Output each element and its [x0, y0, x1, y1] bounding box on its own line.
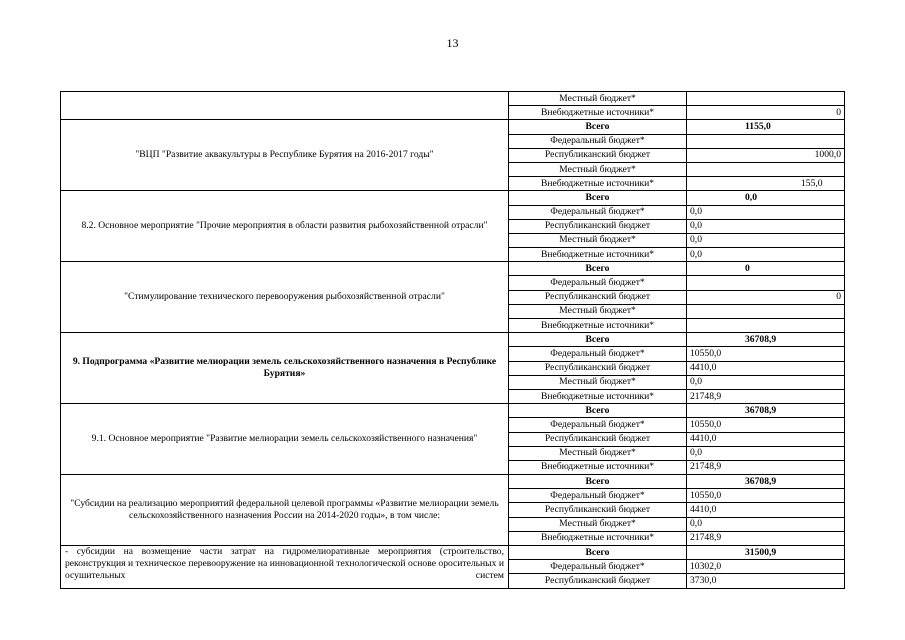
description-cell [61, 92, 509, 120]
value-republic: 1000,0 [687, 148, 845, 162]
source-local: Местный бюджет* [509, 92, 687, 106]
value-republic: 4410,0 [687, 361, 845, 375]
value-extra: 21748,9 [687, 389, 845, 403]
table-row [61, 262, 845, 276]
value-local: 0,0 [687, 375, 845, 389]
source-republic: Республиканский бюджет [509, 290, 687, 304]
source-federal: Федеральный бюджет* [509, 560, 687, 574]
source-federal: Федеральный бюджет* [509, 134, 687, 148]
value-local [687, 304, 845, 318]
value-local: 0,0 [687, 233, 845, 247]
value-extra: 21748,9 [687, 460, 845, 474]
source-total: Всего [509, 546, 687, 560]
source-total: Всего [509, 475, 687, 489]
table-row [61, 333, 845, 347]
source-federal: Федеральный бюджет* [509, 347, 687, 361]
table-row [61, 546, 845, 560]
source-local: Местный бюджет* [509, 446, 687, 460]
source-extra: Внебюджетные источники* [509, 106, 687, 120]
description-cell: "Стимулирование технического перевооружения рыбохозяйственной отрасли" [61, 262, 509, 333]
value-extra [687, 319, 845, 333]
value-extra: 0 [687, 106, 845, 120]
source-extra: Внебюджетные источники* [509, 389, 687, 403]
source-republic: Республиканский бюджет [509, 574, 687, 588]
source-extra: Внебюджетные источники* [509, 319, 687, 333]
description-cell: 8.2. Основное мероприятие "Прочие мероприятия в области развития рыбохозяйственной отрасли" [61, 191, 509, 262]
source-local: Местный бюджет* [509, 162, 687, 176]
source-republic: Республиканский бюджет [509, 219, 687, 233]
value-extra: 155,0 [687, 177, 845, 191]
source-extra: Внебюджетные источники* [509, 177, 687, 191]
source-total: Всего [509, 262, 687, 276]
value-local: 0,0 [687, 446, 845, 460]
value-total: 1155,0 [687, 120, 845, 134]
source-total: Всего [509, 191, 687, 205]
source-local: Местный бюджет* [509, 304, 687, 318]
description-cell: 9. Подпрограмма «Развитие мелиорации земель сельскохозяйственного назначения в Республике Бурятия» [61, 333, 509, 404]
value-extra: 0,0 [687, 248, 845, 262]
source-local: Местный бюджет* [509, 375, 687, 389]
source-extra: Внебюджетные источники* [509, 460, 687, 474]
source-local: Местный бюджет* [509, 233, 687, 247]
source-total: Всего [509, 333, 687, 347]
table-row [61, 92, 845, 106]
value-republic: 3730,0 [687, 574, 845, 588]
value-federal [687, 134, 845, 148]
value-total: 36708,9 [687, 333, 845, 347]
table-row [61, 404, 845, 418]
value-republic: 4410,0 [687, 503, 845, 517]
description-cell: "ВЦП "Развитие аквакультуры в Республике Бурятия на 2016-2017 годы" [61, 120, 509, 191]
value-local [687, 92, 845, 106]
source-republic: Республиканский бюджет [509, 432, 687, 446]
source-federal: Федеральный бюджет* [509, 276, 687, 290]
value-republic: 0,0 [687, 219, 845, 233]
table-row [61, 120, 845, 134]
value-total: 36708,9 [687, 404, 845, 418]
value-federal [687, 276, 845, 290]
value-federal: 10550,0 [687, 418, 845, 432]
table-row [61, 475, 845, 489]
value-republic: 0 [687, 290, 845, 304]
value-total: 36708,9 [687, 475, 845, 489]
value-total: 0 [687, 262, 845, 276]
value-federal: 10550,0 [687, 489, 845, 503]
value-local: 0,0 [687, 517, 845, 531]
source-local: Местный бюджет* [509, 517, 687, 531]
value-federal: 10302,0 [687, 560, 845, 574]
value-total: 31500,9 [687, 546, 845, 560]
description-cell: "Субсидии на реализацию мероприятий федеральной целевой программы «Развитие мелиорации земель сельскохозяйственного назначения России на 2014-2020 годы», в том числе: [61, 475, 509, 546]
source-republic: Республиканский бюджет [509, 148, 687, 162]
description-cell: 9.1. Основное мероприятие "Развитие мелиорации земель сельскохозяйственного назначения" [61, 404, 509, 475]
source-federal: Федеральный бюджет* [509, 418, 687, 432]
description-cell: - субсидии на возмещение части затрат на гидромелиоративные мероприятия (строительство, реконструкция и техническое перевооружение на инновационной технологической основе оросительных и осушительных систем [61, 546, 509, 589]
source-total: Всего [509, 404, 687, 418]
budget-table [60, 91, 845, 589]
source-federal: Федеральный бюджет* [509, 205, 687, 219]
source-total: Всего [509, 120, 687, 134]
source-federal: Федеральный бюджет* [509, 489, 687, 503]
source-extra: Внебюджетные источники* [509, 531, 687, 545]
page-number: 13 [446, 36, 459, 50]
value-federal: 0,0 [687, 205, 845, 219]
source-republic: Республиканский бюджет [509, 361, 687, 375]
table-row [61, 191, 845, 205]
value-federal: 10550,0 [687, 347, 845, 361]
value-total: 0,0 [687, 191, 845, 205]
source-republic: Республиканский бюджет [509, 503, 687, 517]
value-extra: 21748,9 [687, 531, 845, 545]
value-republic: 4410,0 [687, 432, 845, 446]
value-local [687, 162, 845, 176]
source-extra: Внебюджетные источники* [509, 248, 687, 262]
